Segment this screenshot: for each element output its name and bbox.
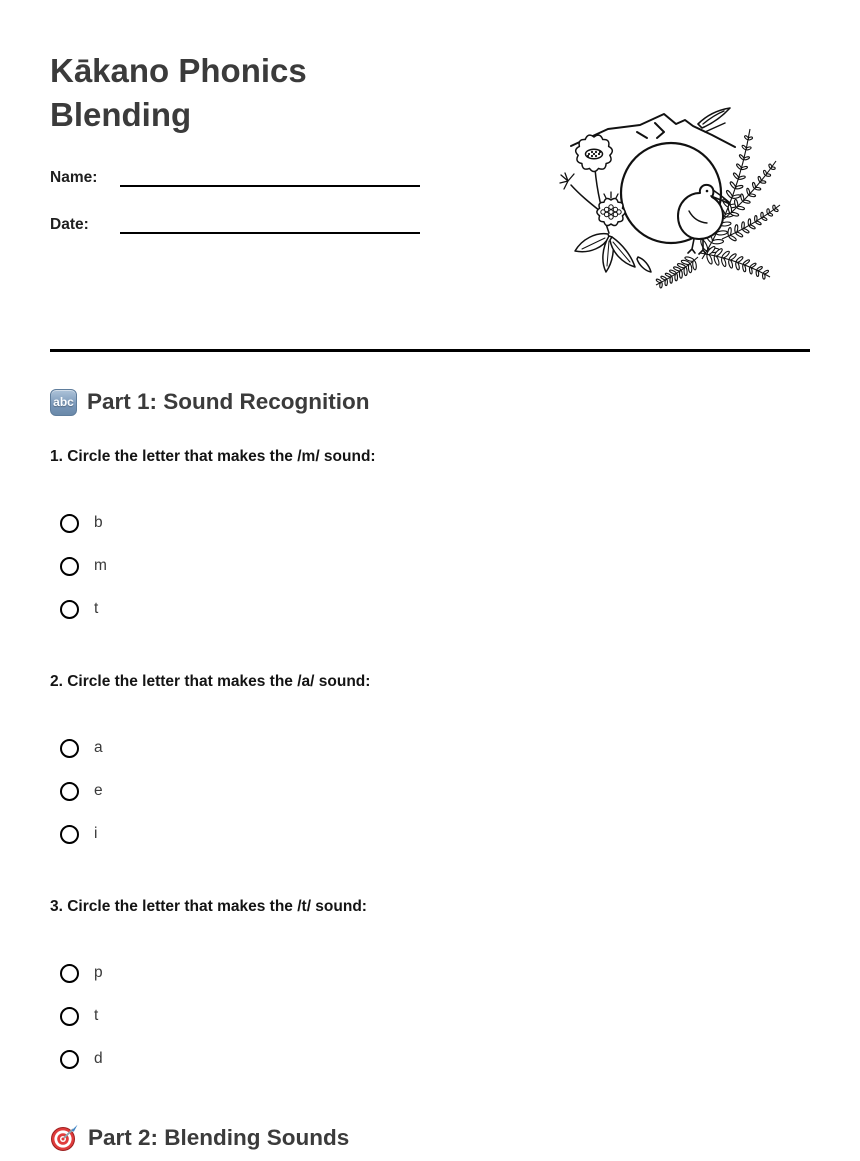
option-letter: t — [94, 600, 99, 617]
options-list — [50, 511, 810, 621]
option-letter: p — [94, 964, 103, 981]
part2-heading-text: Part 2: Blending Sounds — [88, 1125, 350, 1150]
question-block — [50, 671, 810, 846]
option-row — [60, 1047, 810, 1071]
part1-heading — [50, 387, 810, 417]
option-row — [60, 511, 810, 535]
radio-circle[interactable] — [60, 600, 79, 619]
radio-circle[interactable] — [60, 1007, 79, 1026]
date-label: Date: — [50, 216, 89, 234]
option-row — [60, 554, 810, 578]
option-row — [60, 736, 810, 760]
option-letter: m — [94, 557, 107, 574]
dart-target-icon — [50, 1124, 78, 1152]
option-letter: e — [94, 782, 103, 799]
question-text: 2. Circle the letter that makes the /a/ sound: — [50, 673, 371, 690]
question-text: 3. Circle the letter that makes the /t/ sound: — [50, 898, 367, 915]
radio-circle[interactable] — [60, 514, 79, 533]
question-text: 1. Circle the letter that makes the /m/ sound: — [50, 448, 376, 465]
radio-circle[interactable] — [60, 557, 79, 576]
name-input-line[interactable] — [120, 165, 420, 187]
option-letter: a — [94, 739, 103, 756]
radio-circle[interactable] — [60, 782, 79, 801]
part2-heading — [50, 1123, 810, 1153]
option-row — [60, 597, 810, 621]
option-row — [60, 822, 810, 846]
question-block — [50, 446, 810, 621]
option-letter: i — [94, 825, 98, 842]
option-letter: d — [94, 1050, 103, 1067]
name-label: Name: — [50, 169, 98, 187]
option-letter: t — [94, 1007, 99, 1024]
radio-circle[interactable] — [60, 739, 79, 758]
nature-illustration — [552, 101, 784, 291]
option-row — [60, 779, 810, 803]
questions-container — [50, 446, 810, 1071]
abc-icon: abc — [50, 389, 77, 416]
radio-circle[interactable] — [60, 825, 79, 844]
page-title: Kākano Phonics Blending — [50, 52, 307, 133]
question-block — [50, 896, 810, 1071]
radio-circle[interactable] — [60, 1050, 79, 1069]
worksheet-sections — [50, 352, 810, 1153]
options-list — [50, 961, 810, 1071]
option-letter: b — [94, 514, 103, 531]
option-row — [60, 961, 810, 985]
options-list — [50, 736, 810, 846]
date-input-line[interactable] — [120, 212, 420, 234]
mountain-kiwi-fern-flowers-drawing — [552, 101, 784, 291]
part1-heading-text: Part 1: Sound Recognition — [87, 389, 370, 414]
option-row — [60, 1004, 810, 1028]
radio-circle[interactable] — [60, 964, 79, 983]
